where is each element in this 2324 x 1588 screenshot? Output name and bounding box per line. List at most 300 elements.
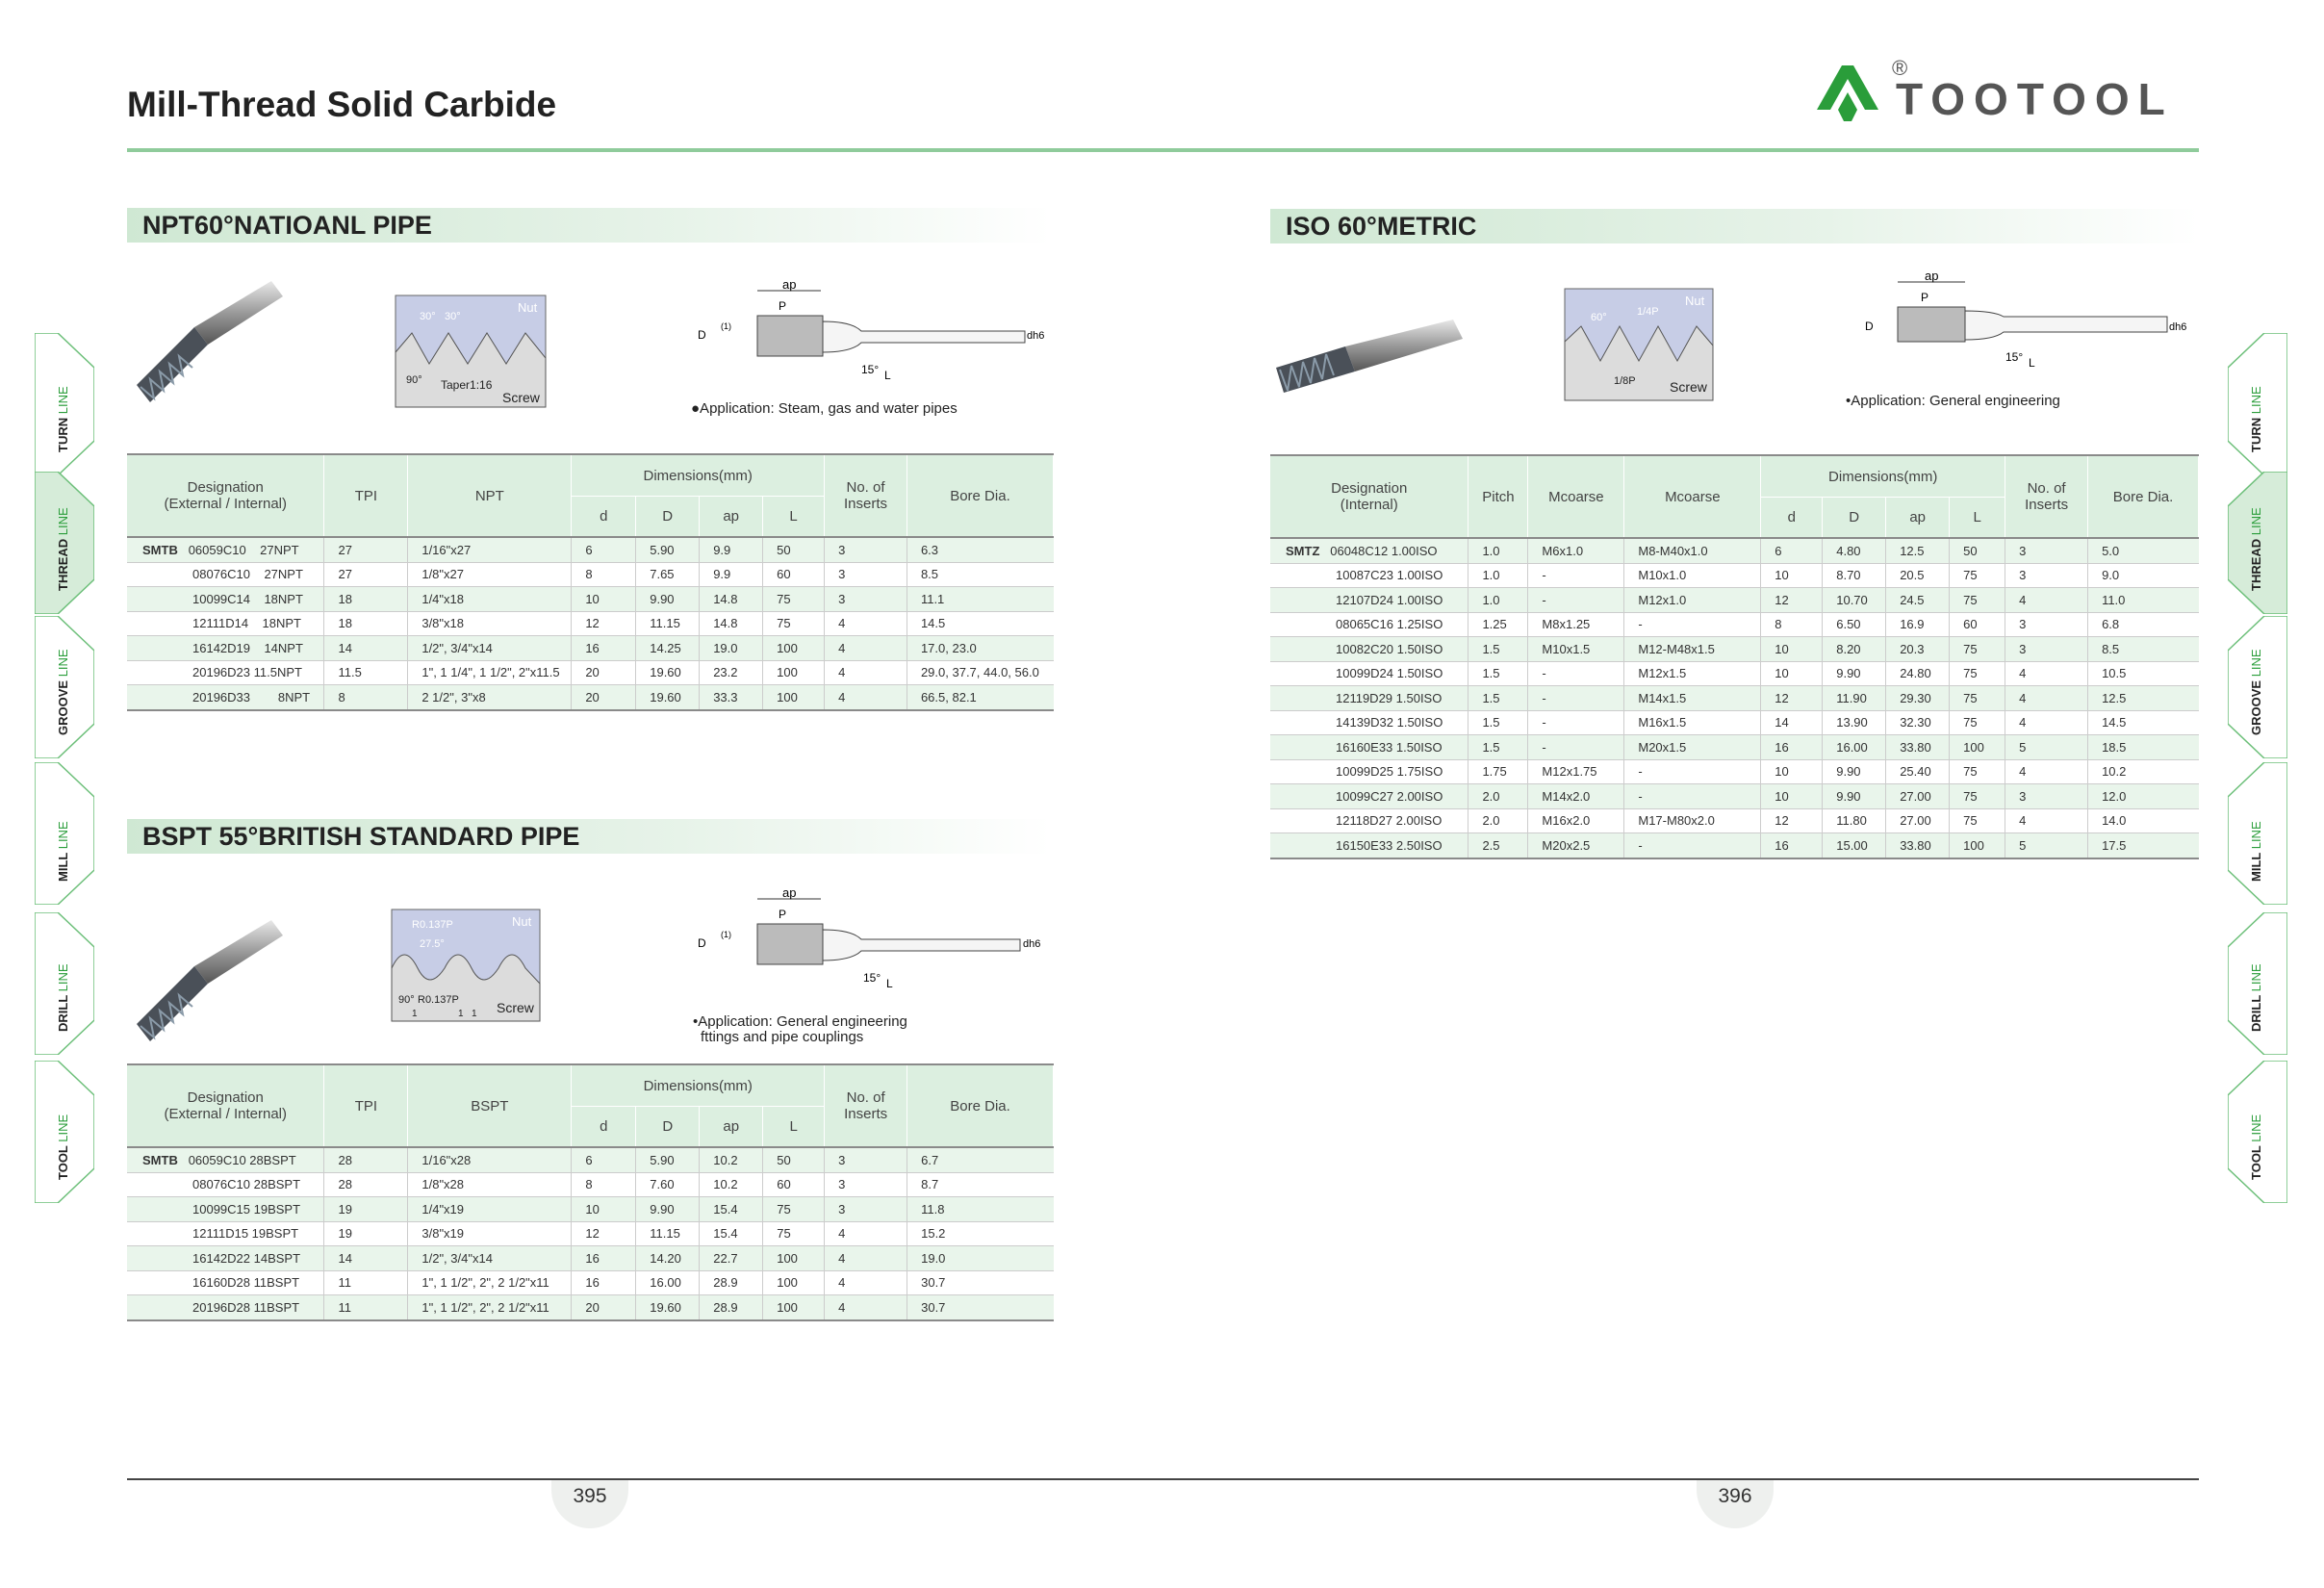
bspt-header-inserts: No. of Inserts bbox=[825, 1064, 907, 1147]
series-prefix: SMTZ bbox=[1286, 543, 1320, 558]
cell-D: 8.70 bbox=[1823, 563, 1886, 588]
cell-code bbox=[127, 1172, 324, 1197]
designation-code: 12118D27 2.00ISO bbox=[1336, 813, 1443, 829]
side-tab-label bbox=[2249, 963, 2263, 1032]
designation-code: 08076C10 27NPT bbox=[192, 567, 303, 582]
cell-m1: - bbox=[1528, 710, 1624, 735]
cell-bore: 11.0 bbox=[2088, 588, 2199, 613]
cell-n: 4 bbox=[2005, 710, 2088, 735]
cell-pitch: 2.0 bbox=[1468, 784, 1528, 809]
cell-bore: 12.5 bbox=[2088, 686, 2199, 711]
cell-d: 10 bbox=[572, 1197, 636, 1222]
cell-m1: M12x1.75 bbox=[1528, 759, 1624, 784]
iso-header-designation: Designation (Internal) bbox=[1270, 455, 1468, 538]
side-tab-label bbox=[56, 649, 70, 735]
npt-dim-ap: ap bbox=[782, 277, 797, 292]
table-row bbox=[1270, 563, 2199, 588]
cell-ap: 20.3 bbox=[1886, 637, 1950, 662]
side-tab-line-word: LINE bbox=[56, 821, 70, 850]
table-row bbox=[127, 587, 1054, 612]
side-tab-mill-left[interactable] bbox=[35, 762, 94, 905]
cell-m1: M14x2.0 bbox=[1528, 784, 1624, 809]
cell-bore: 8.5 bbox=[907, 562, 1053, 587]
cell-d: 20 bbox=[572, 685, 636, 710]
iso-thread-profile bbox=[1564, 288, 1714, 406]
cell-pitch: 1.5 bbox=[1468, 710, 1528, 735]
cell-D: 16.00 bbox=[636, 1270, 700, 1295]
cell-d: 12 bbox=[1761, 686, 1823, 711]
cell-code bbox=[1270, 612, 1468, 637]
footer-rule bbox=[127, 1478, 2199, 1480]
designation-code: 20196D23 11.5NPT bbox=[192, 665, 302, 680]
cell-thread: 1/4"x18 bbox=[408, 587, 572, 612]
cell-L: 75 bbox=[1950, 661, 2005, 686]
cell-code bbox=[1270, 759, 1468, 784]
cell-n: 3 bbox=[825, 1147, 907, 1172]
iso-header-inserts: No. of Inserts bbox=[2005, 455, 2088, 538]
cell-L: 60 bbox=[763, 1172, 825, 1197]
cell-d: 6 bbox=[572, 537, 636, 562]
bspt-header-L: L bbox=[763, 1107, 825, 1148]
bspt-header-designation: Designation (External / Internal) bbox=[127, 1064, 324, 1147]
cell-L: 75 bbox=[1950, 759, 2005, 784]
side-tab-line-word: LINE bbox=[2249, 963, 2263, 992]
cell-pitch: 1.5 bbox=[1468, 686, 1528, 711]
side-tab-label bbox=[2249, 386, 2263, 452]
side-tab-drill-right[interactable] bbox=[2228, 912, 2287, 1055]
cell-code bbox=[127, 1197, 324, 1222]
cell-tpi: 18 bbox=[324, 587, 408, 612]
brand-logo bbox=[1809, 54, 2199, 131]
cell-code bbox=[127, 1221, 324, 1246]
side-tab-word: TURN bbox=[56, 417, 70, 452]
bspt-thread-profile bbox=[391, 909, 541, 1027]
cell-tpi: 11.5 bbox=[324, 660, 408, 685]
npt-application: ●Application: Steam, gas and water pipes bbox=[691, 400, 958, 417]
cell-D: 13.90 bbox=[1823, 710, 1886, 735]
npt-header-D: D bbox=[636, 497, 700, 538]
cell-D: 11.90 bbox=[1823, 686, 1886, 711]
cell-n: 4 bbox=[2005, 759, 2088, 784]
cell-L: 100 bbox=[763, 1246, 825, 1271]
table-row bbox=[127, 562, 1054, 587]
cell-bore: 66.5, 82.1 bbox=[907, 685, 1053, 710]
cell-code bbox=[1270, 808, 1468, 833]
cell-ap: 9.9 bbox=[700, 537, 763, 562]
bspt-application-line1: •Application: General engineering bbox=[693, 1013, 907, 1030]
cell-d: 20 bbox=[572, 1295, 636, 1320]
cell-bore: 15.2 bbox=[907, 1221, 1054, 1246]
bspt-dim-one: (1) bbox=[721, 930, 731, 939]
table-row bbox=[1270, 686, 2199, 711]
table-row bbox=[127, 1147, 1054, 1172]
designation-code: 16150E33 2.50ISO bbox=[1336, 837, 1443, 853]
cell-bore: 8.5 bbox=[2088, 637, 2199, 662]
cell-m2: M12x1.5 bbox=[1624, 661, 1761, 686]
cell-bore: 18.5 bbox=[2088, 735, 2199, 760]
cell-n: 4 bbox=[825, 1221, 907, 1246]
designation-code: 16142D22 14BSPT bbox=[192, 1250, 301, 1266]
cell-thread: 1/2", 3/4"x14 bbox=[408, 1246, 572, 1271]
cell-pitch: 2.5 bbox=[1468, 833, 1528, 858]
cell-m2: M10x1.0 bbox=[1624, 563, 1761, 588]
cell-d: 14 bbox=[1761, 710, 1823, 735]
side-tab-turn-right[interactable] bbox=[2228, 333, 2287, 475]
side-tab-label bbox=[56, 963, 70, 1032]
npt-header-d: d bbox=[572, 497, 636, 538]
cell-n: 5 bbox=[2005, 735, 2088, 760]
side-tab-label bbox=[2249, 507, 2263, 591]
npt-header-inserts: No. of Inserts bbox=[825, 454, 907, 537]
cell-m1: - bbox=[1528, 686, 1624, 711]
bspt-dim-ap: ap bbox=[782, 885, 797, 900]
bspt-dimension-drawing bbox=[698, 885, 1054, 1006]
npt-thread-profile bbox=[395, 295, 547, 413]
cell-n: 3 bbox=[2005, 538, 2088, 563]
cell-D: 5.90 bbox=[636, 1147, 700, 1172]
iso-header-mcoarse-2: Mcoarse bbox=[1624, 455, 1761, 538]
series-prefix: SMTB bbox=[142, 1152, 178, 1167]
cell-L: 50 bbox=[1950, 538, 2005, 563]
cell-L: 100 bbox=[763, 660, 825, 685]
cell-bore: 10.5 bbox=[2088, 661, 2199, 686]
npt-screw-label: Screw bbox=[502, 390, 540, 405]
npt-tool-image bbox=[127, 271, 291, 421]
cell-ap: 14.8 bbox=[700, 611, 763, 636]
cell-D: 11.80 bbox=[1823, 808, 1886, 833]
header-rule bbox=[127, 148, 2199, 152]
cell-bore: 14.5 bbox=[907, 611, 1053, 636]
cell-n: 4 bbox=[2005, 588, 2088, 613]
npt-taper-label: Taper1:16 bbox=[441, 378, 493, 392]
table-row bbox=[1270, 833, 2199, 858]
side-tab-tool-left[interactable] bbox=[35, 1061, 94, 1203]
side-tab-label bbox=[2249, 1114, 2263, 1180]
cell-L: 75 bbox=[763, 1221, 825, 1246]
npt-dim-angle: 15° bbox=[861, 363, 880, 376]
cell-ap: 28.9 bbox=[700, 1295, 763, 1320]
npt-dim-d: D bbox=[698, 328, 706, 342]
cell-ap: 28.9 bbox=[700, 1270, 763, 1295]
cell-d: 10 bbox=[1761, 784, 1823, 809]
cell-tpi: 18 bbox=[324, 611, 408, 636]
cell-tpi: 14 bbox=[324, 1246, 408, 1271]
cell-ap: 33.3 bbox=[700, 685, 763, 710]
bspt-tool-image bbox=[127, 910, 291, 1060]
cell-m2: M17-M80x2.0 bbox=[1624, 808, 1761, 833]
side-tab-thread-left[interactable] bbox=[35, 472, 94, 614]
cell-m2: M16x1.5 bbox=[1624, 710, 1761, 735]
designation-code: 12111D15 19BSPT bbox=[192, 1226, 299, 1242]
designation-code: 08076C10 28BSPT bbox=[192, 1177, 301, 1192]
cell-ap: 20.5 bbox=[1886, 563, 1950, 588]
side-tab-line-word: LINE bbox=[56, 649, 70, 678]
npt-angle-a: 30° bbox=[420, 311, 436, 322]
side-tab-line-word: LINE bbox=[2249, 821, 2263, 850]
cell-L: 75 bbox=[1950, 686, 2005, 711]
table-row bbox=[1270, 637, 2199, 662]
cell-D: 8.20 bbox=[1823, 637, 1886, 662]
cell-D: 11.15 bbox=[636, 611, 700, 636]
cell-m1: - bbox=[1528, 563, 1624, 588]
npt-header-bore: Bore Dia. bbox=[907, 454, 1053, 537]
cell-thread: 3/8"x18 bbox=[408, 611, 572, 636]
cell-code bbox=[127, 537, 324, 562]
cell-thread: 1", 1 1/2", 2", 2 1/2"x11 bbox=[408, 1270, 572, 1295]
designation-code: 14139D32 1.50ISO bbox=[1336, 715, 1443, 730]
table-row bbox=[1270, 808, 2199, 833]
cell-m2: - bbox=[1624, 833, 1761, 858]
side-tab-word: GROOVE bbox=[56, 679, 70, 735]
page-number-right: 396 bbox=[1718, 1485, 1752, 1507]
side-tab-groove-left[interactable] bbox=[35, 616, 94, 758]
cell-bore: 30.7 bbox=[907, 1270, 1054, 1295]
cell-m2: M12-M48x1.5 bbox=[1624, 637, 1761, 662]
side-tab-line-word: LINE bbox=[56, 963, 70, 992]
registered-mark: ® bbox=[1892, 56, 1908, 80]
side-tab-word: DRILL bbox=[2249, 994, 2263, 1032]
cell-D: 14.25 bbox=[636, 636, 700, 661]
iso-header-pitch: Pitch bbox=[1468, 455, 1528, 538]
cell-L: 100 bbox=[763, 1270, 825, 1295]
bspt-header-bore: Bore Dia. bbox=[907, 1064, 1054, 1147]
cell-tpi: 28 bbox=[324, 1172, 408, 1197]
bspt-dim-dh6: dh6 bbox=[1023, 938, 1041, 950]
cell-ap: 22.7 bbox=[700, 1246, 763, 1271]
table-row bbox=[1270, 710, 2199, 735]
table-row bbox=[1270, 538, 2199, 563]
side-tab-word: THREAD bbox=[2249, 538, 2263, 591]
side-tab-tool-right[interactable] bbox=[2228, 1061, 2287, 1203]
cell-L: 50 bbox=[763, 537, 825, 562]
cell-code bbox=[1270, 735, 1468, 760]
cell-n: 4 bbox=[825, 685, 907, 710]
npt-dim-dh6: dh6 bbox=[1027, 330, 1045, 342]
cell-bore: 12.0 bbox=[2088, 784, 2199, 809]
designation-code: 10099C27 2.00ISO bbox=[1336, 788, 1443, 804]
npt-header-designation: Designation (External / Internal) bbox=[127, 454, 324, 537]
table-row bbox=[1270, 735, 2199, 760]
logo-mark-icon bbox=[1809, 54, 2199, 131]
page-title: Mill-Thread Solid Carbide bbox=[127, 85, 557, 124]
table-row bbox=[1270, 759, 2199, 784]
cell-m2: - bbox=[1624, 784, 1761, 809]
cell-bore: 30.7 bbox=[907, 1295, 1054, 1320]
cell-d: 6 bbox=[1761, 538, 1823, 563]
table-row bbox=[127, 636, 1054, 661]
cell-tpi: 19 bbox=[324, 1197, 408, 1222]
cell-L: 75 bbox=[1950, 588, 2005, 613]
cell-D: 9.90 bbox=[1823, 661, 1886, 686]
side-tab-thread-right[interactable] bbox=[2228, 472, 2287, 614]
cell-m2: M14x1.5 bbox=[1624, 686, 1761, 711]
cell-thread: 1/8"x28 bbox=[408, 1172, 572, 1197]
bspt-angle-c: 90° bbox=[398, 994, 415, 1006]
bspt-application bbox=[693, 1014, 907, 1045]
side-tab-label bbox=[56, 821, 70, 882]
iso-header-L: L bbox=[1950, 498, 2005, 539]
cell-pitch: 1.5 bbox=[1468, 637, 1528, 662]
cell-D: 14.20 bbox=[636, 1246, 700, 1271]
cell-n: 3 bbox=[825, 587, 907, 612]
iso-nut-label: Nut bbox=[1685, 294, 1705, 308]
side-tab-word: DRILL bbox=[56, 994, 70, 1032]
cell-D: 15.00 bbox=[1823, 833, 1886, 858]
cell-m2: M12x1.0 bbox=[1624, 588, 1761, 613]
cell-L: 75 bbox=[1950, 710, 2005, 735]
cell-thread: 1/2", 3/4"x14 bbox=[408, 636, 572, 661]
cell-ap: 10.2 bbox=[700, 1147, 763, 1172]
cell-L: 75 bbox=[1950, 808, 2005, 833]
cell-m1: - bbox=[1528, 661, 1624, 686]
bspt-one-b: 1 bbox=[458, 1009, 464, 1019]
cell-ap: 33.80 bbox=[1886, 735, 1950, 760]
bspt-nut-label: Nut bbox=[512, 914, 532, 929]
table-row bbox=[1270, 612, 2199, 637]
cell-d: 8 bbox=[572, 562, 636, 587]
cell-bore: 5.0 bbox=[2088, 538, 2199, 563]
cell-ap: 23.2 bbox=[700, 660, 763, 685]
designation-code: 16160E33 1.50ISO bbox=[1336, 739, 1443, 755]
cell-n: 4 bbox=[2005, 686, 2088, 711]
side-tab-mill-right[interactable] bbox=[2228, 762, 2287, 905]
cell-n: 3 bbox=[2005, 784, 2088, 809]
iso-angle-a: 60° bbox=[1591, 312, 1607, 323]
side-tab-label bbox=[56, 386, 70, 452]
iso-dim-ap: ap bbox=[1925, 269, 1939, 283]
table-row bbox=[127, 1197, 1054, 1222]
cell-ap: 9.9 bbox=[700, 562, 763, 587]
cell-d: 10 bbox=[572, 587, 636, 612]
cell-m2: M8-M40x1.0 bbox=[1624, 538, 1761, 563]
cell-D: 11.15 bbox=[636, 1221, 700, 1246]
cell-bore: 8.7 bbox=[907, 1172, 1054, 1197]
side-tab-word: GROOVE bbox=[2249, 679, 2263, 735]
table-row bbox=[127, 660, 1054, 685]
bspt-dim-d: D bbox=[698, 936, 706, 950]
npt-header-L: L bbox=[763, 497, 825, 538]
cell-thread: 1/16"x28 bbox=[408, 1147, 572, 1172]
iso-header-dimensions: Dimensions(mm) bbox=[1761, 455, 2005, 498]
cell-n: 3 bbox=[825, 1197, 907, 1222]
cell-pitch: 1.0 bbox=[1468, 563, 1528, 588]
cell-m2: - bbox=[1624, 612, 1761, 637]
cell-thread: 1/8"x27 bbox=[408, 562, 572, 587]
designation-code: 16160D28 11BSPT bbox=[192, 1275, 300, 1291]
cell-D: 16.00 bbox=[1823, 735, 1886, 760]
cell-n: 3 bbox=[825, 562, 907, 587]
cell-bore: 17.5 bbox=[2088, 833, 2199, 858]
cell-ap: 10.2 bbox=[700, 1172, 763, 1197]
designation-code: 10099D25 1.75ISO bbox=[1336, 764, 1443, 780]
cell-L: 75 bbox=[1950, 784, 2005, 809]
cell-code bbox=[127, 1270, 324, 1295]
bspt-screw-label: Screw bbox=[497, 1000, 534, 1015]
iso-screw-label: Screw bbox=[1670, 379, 1707, 395]
cell-pitch: 2.0 bbox=[1468, 808, 1528, 833]
bspt-r-bottom: R0.137P bbox=[418, 994, 459, 1006]
side-tab-label bbox=[2249, 821, 2263, 882]
iso-dim-angle: 15° bbox=[2005, 350, 2024, 364]
cell-bore: 17.0, 23.0 bbox=[907, 636, 1053, 661]
bspt-header-thread: BSPT bbox=[408, 1064, 572, 1147]
cell-bore: 11.1 bbox=[907, 587, 1053, 612]
npt-nut-label: Nut bbox=[518, 300, 538, 315]
cell-D: 9.90 bbox=[636, 587, 700, 612]
bspt-header-D: D bbox=[636, 1107, 700, 1148]
iso-dimension-drawing bbox=[1859, 269, 2186, 379]
cell-ap: 12.5 bbox=[1886, 538, 1950, 563]
cell-D: 5.90 bbox=[636, 537, 700, 562]
iso-header-bore: Bore Dia. bbox=[2088, 455, 2199, 538]
side-tab-groove-right[interactable] bbox=[2228, 616, 2287, 758]
iso-frac-top: 1/4P bbox=[1637, 306, 1659, 318]
bspt-dim-angle: 15° bbox=[863, 971, 881, 985]
iso-table bbox=[1270, 454, 2199, 859]
side-tab-line-word: LINE bbox=[2249, 386, 2263, 415]
cell-ap: 33.80 bbox=[1886, 833, 1950, 858]
cell-d: 12 bbox=[572, 611, 636, 636]
cell-code bbox=[127, 1246, 324, 1271]
cell-code bbox=[127, 562, 324, 587]
cell-n: 4 bbox=[825, 636, 907, 661]
cell-d: 10 bbox=[1761, 637, 1823, 662]
bspt-dim-p: P bbox=[779, 908, 787, 921]
cell-bore: 29.0, 37.7, 44.0, 56.0 bbox=[907, 660, 1053, 685]
side-tab-label bbox=[56, 507, 70, 591]
table-row bbox=[127, 611, 1054, 636]
cell-code bbox=[127, 636, 324, 661]
iso-dim-dh6: dh6 bbox=[2169, 321, 2186, 333]
cell-d: 6 bbox=[572, 1147, 636, 1172]
cell-bore: 6.3 bbox=[907, 537, 1053, 562]
bspt-header-dimensions: Dimensions(mm) bbox=[572, 1064, 825, 1107]
iso-dim-p: P bbox=[1921, 291, 1929, 304]
cell-code bbox=[1270, 784, 1468, 809]
side-tab-drill-left[interactable] bbox=[35, 912, 94, 1055]
cell-D: 19.60 bbox=[636, 660, 700, 685]
bspt-angle-a: 27.5° bbox=[420, 938, 445, 950]
cell-D: 7.65 bbox=[636, 562, 700, 587]
cell-n: 4 bbox=[825, 660, 907, 685]
cell-d: 16 bbox=[1761, 833, 1823, 858]
cell-thread: 2 1/2", 3"x8 bbox=[408, 685, 572, 710]
bspt-r-top: R0.137P bbox=[412, 919, 453, 931]
table-row bbox=[1270, 784, 2199, 809]
iso-dim-l: L bbox=[2029, 356, 2035, 370]
bspt-header-d: d bbox=[572, 1107, 636, 1148]
cell-code bbox=[1270, 710, 1468, 735]
designation-code: 12111D14 18NPT bbox=[192, 616, 301, 631]
table-row bbox=[127, 1295, 1054, 1320]
iso-header-d: d bbox=[1761, 498, 1823, 539]
npt-dim-p: P bbox=[779, 299, 787, 313]
bspt-header-ap: ap bbox=[700, 1107, 763, 1148]
cell-L: 75 bbox=[763, 611, 825, 636]
cell-m1: - bbox=[1528, 735, 1624, 760]
cell-tpi: 11 bbox=[324, 1295, 408, 1320]
cell-pitch: 1.75 bbox=[1468, 759, 1528, 784]
cell-ap: 19.0 bbox=[700, 636, 763, 661]
cell-m1: - bbox=[1528, 588, 1624, 613]
cell-d: 10 bbox=[1761, 563, 1823, 588]
cell-m1: M8x1.25 bbox=[1528, 612, 1624, 637]
cell-d: 12 bbox=[572, 1221, 636, 1246]
table-row bbox=[127, 1270, 1054, 1295]
npt-angle-b: 30° bbox=[445, 311, 461, 322]
designation-code: 10087C23 1.00ISO bbox=[1336, 568, 1443, 583]
side-tab-turn-left[interactable] bbox=[35, 333, 94, 475]
